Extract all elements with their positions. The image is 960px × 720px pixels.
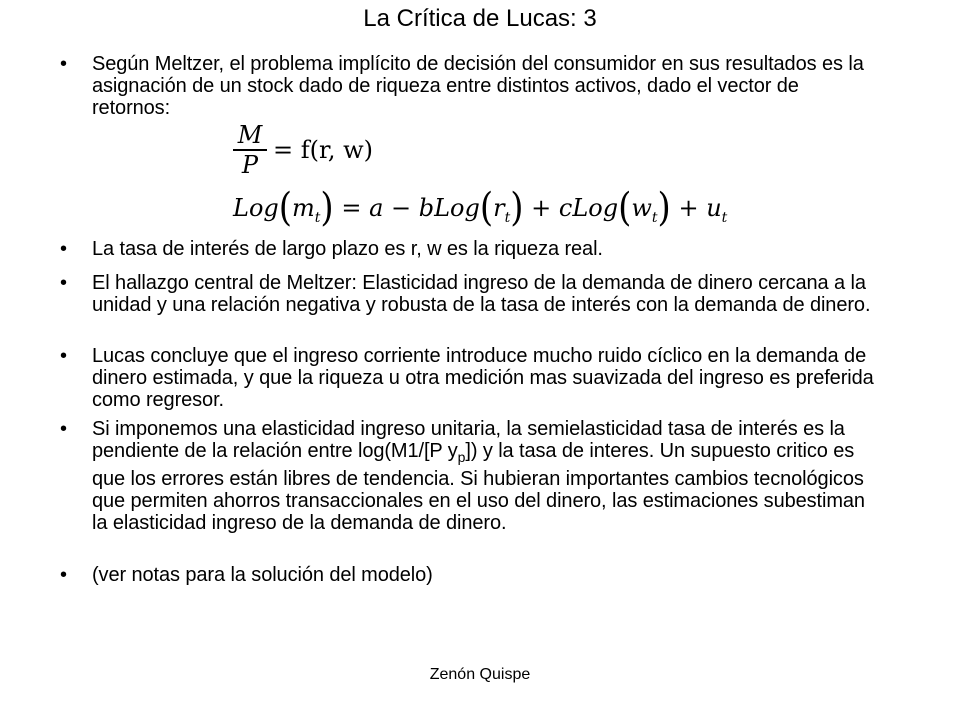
bullet-text: La tasa de interés de largo plazo es r, w es la riqueza real. [92,238,603,260]
bullet-item [60,238,880,260]
bullet-dot: • [60,272,68,294]
bullet-item [60,564,880,586]
log-term: Log [434,194,480,222]
var-w: w [631,194,652,222]
equation-money-demand [233,122,393,178]
bullet-text [92,418,880,534]
paren-close: ) [320,185,334,231]
fraction-m-over-p [233,122,267,178]
sub-t: t [314,209,321,226]
bullet-dot: • [60,418,68,440]
var-m: m [292,194,315,222]
bullet-item [60,53,880,119]
bullet-text-part: ]) y la tasa de interes. Un supuesto critico es que los errores están libres de tendencia. Si hubieran importantes cambios tecnológicos que permiten ahorros transaccionales en el uso del dinero, las estimaciones subestiman la elasticidad ingreso de la demanda de dinero. [92,440,865,534]
plus-sign: + [678,194,699,222]
bullet-dot: • [60,53,68,75]
bullet-dot: • [60,238,68,260]
term-a-b: = a − b [341,194,435,222]
paren-close: ) [510,185,524,231]
bullet-dot: • [60,345,68,367]
bullet-item [60,345,880,411]
paren-open: ( [618,185,632,231]
log-term: Log [572,194,619,222]
paren-open: ( [479,185,494,231]
bullet-text-part: Si imponemos una elasticidad ingreso unitaria, la semielasticidad tasa de interés es la pendiente de la relación entre log(M1/[P y [92,418,845,462]
var-r: r [493,194,505,222]
bullet-text: Lucas concluye que el ingreso corriente introduce mucho ruido cíclico en la demanda de dinero estimada, y que la riqueza u otra medición mas suavizada del ingreso es preferida como regresor. [92,345,874,411]
equation-log-regression [233,185,728,231]
subscript-p: p [457,449,466,465]
bullet-dot: • [60,564,68,586]
page-title: La Crítica de Lucas: 3 [363,5,597,32]
sub-t: t [651,209,658,226]
bullet-text: (ver notas para la solución del modelo) [92,564,433,586]
var-u: u [706,194,722,222]
fraction-numerator: M [237,121,263,149]
sub-t: t [504,209,511,226]
bullet-text: Según Meltzer, el problema implícito de decisión del consumidor en sus resultados es la asignación de un stock dado de riqueza entre distintos activos, dado el vector de retornos: [92,53,864,119]
fraction-denominator: P [241,150,259,179]
footer-author: Zenón Quispe [429,666,531,683]
bullet-item [60,272,880,316]
term-c: + c [531,194,573,222]
bullet-item [60,418,880,534]
bullet-text: El hallazgo central de Meltzer: Elasticidad ingreso de la demanda de dinero cercana a la unidad y una relación negativa y robusta de la tasa de interés con la demanda de dinero. [92,272,871,316]
equation-rhs: = f(r, w) [273,136,373,164]
paren-close: ) [657,185,671,231]
paren-open: ( [278,185,293,231]
sub-t: t [721,209,728,226]
log-term: Log [233,194,279,222]
